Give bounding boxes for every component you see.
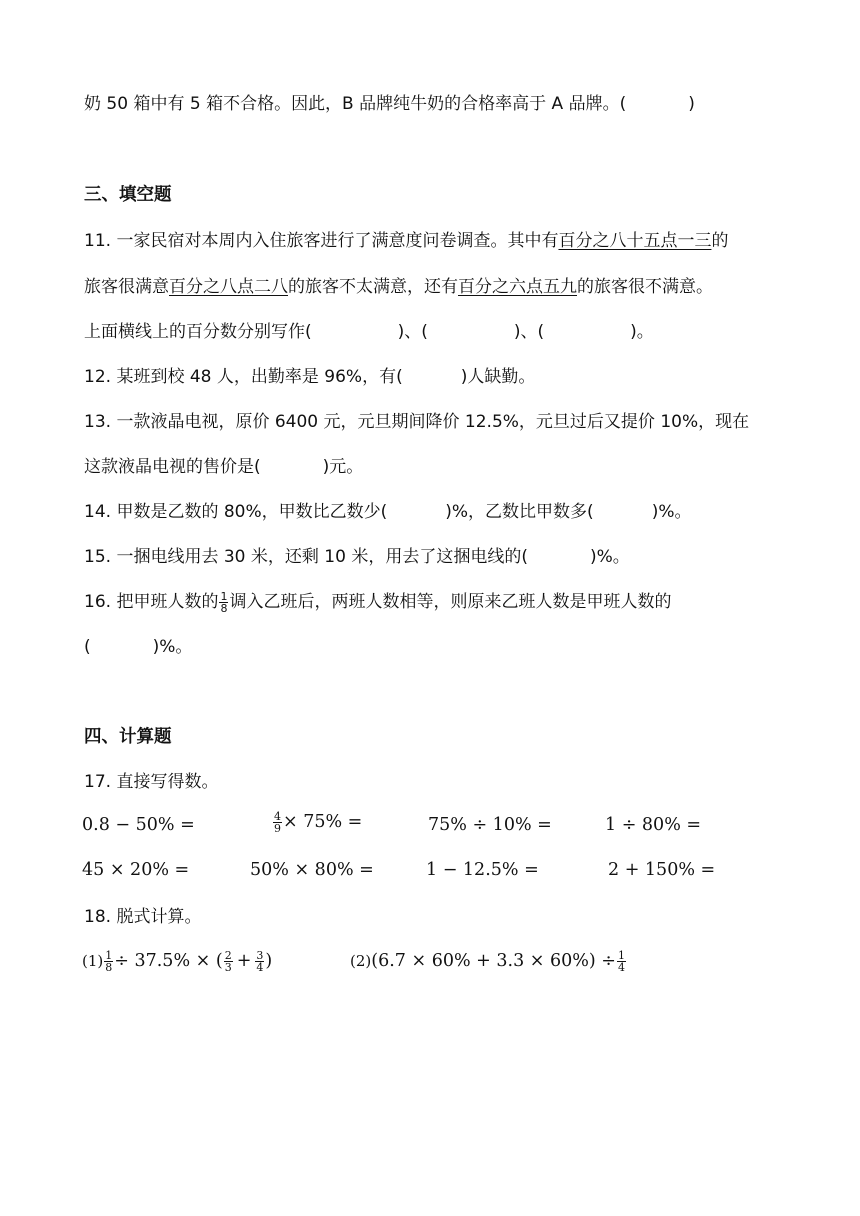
q11-text-f2: )、( xyxy=(397,322,428,342)
q18-fraction-3 xyxy=(255,950,264,973)
q11-text-a: 11. 一家民宿对本周内入住旅客进行了满意度问卷调查。其中有 xyxy=(84,231,559,251)
q10-close: ) xyxy=(688,94,695,114)
fraction-denominator: 9 xyxy=(274,822,281,835)
q18-fraction-4 xyxy=(617,950,626,973)
q18-problem-2 xyxy=(350,950,627,973)
q11-line-3 xyxy=(84,320,654,344)
problem-label: (1) xyxy=(82,952,104,970)
q15-line xyxy=(84,545,630,569)
q17-expr-5: 45 × 20% = xyxy=(82,860,190,880)
q12-text-b: )人缺勤。 xyxy=(460,367,536,387)
q14-text-c: )%。 xyxy=(651,502,692,522)
fraction-denominator: 3 xyxy=(224,961,232,974)
q11-text-f1: 上面横线上的百分数分别写作( xyxy=(84,322,312,342)
q10-text: 奶 50 箱中有 5 箱不合格。因此，B 品牌纯牛奶的合格率高于 A 品牌。( xyxy=(84,94,627,114)
fraction-denominator: 4 xyxy=(617,961,625,974)
q11-underlined-3: 百分之六点五九 xyxy=(458,277,577,297)
q16-text-c: ( xyxy=(84,637,91,657)
q15-text-b: )%。 xyxy=(589,547,630,567)
q13-text-c: )元。 xyxy=(322,457,364,477)
q11-line-2 xyxy=(84,275,713,299)
q18-fraction-2 xyxy=(224,950,233,973)
q16-line-1 xyxy=(84,590,671,614)
q11-text-c: 旅客很满意 xyxy=(84,277,169,297)
q11-text-f4: )。 xyxy=(630,322,654,342)
q16-text-b: 调入乙班后，两班人数相等，则原来乙班人数是甲班人数的 xyxy=(229,592,672,612)
q16-fraction xyxy=(219,591,228,614)
q11-line-1 xyxy=(84,229,728,253)
q15-text-a: 15. 一捆电线用去 30 米，还剩 10 米，用去了这捆电线的( xyxy=(84,547,528,567)
q17-expr-8: 2 + 150% = xyxy=(608,860,716,880)
fraction-denominator: 8 xyxy=(105,961,113,974)
q12-line xyxy=(84,365,535,389)
q11-underlined-1: 百分之八十五点一三 xyxy=(558,231,712,251)
q18-title: 18. 脱式计算。 xyxy=(84,907,202,927)
q17-expr-2 xyxy=(272,811,362,834)
q17-expr-7: 1 − 12.5% = xyxy=(426,860,539,880)
q18-fraction-1 xyxy=(104,950,113,973)
q11-underlined-2: 百分之八点二八 xyxy=(169,277,288,297)
section-3-title: 三、填空题 xyxy=(84,185,172,205)
fraction-numerator: 1 xyxy=(617,949,625,962)
q18-p2-expr: (6.7 × 60% + 3.3 × 60%) ÷ xyxy=(371,951,616,971)
fraction-numerator: 4 xyxy=(274,810,281,823)
q13-line-1: 13. 一款液晶电视，原价 6400 元，元旦期间降价 12.5%，元旦过后又提价 10%，现在 xyxy=(84,412,750,432)
problem-label: (2) xyxy=(350,952,372,970)
q11-text-f3: )、( xyxy=(513,322,545,342)
fraction-numerator: 2 xyxy=(224,949,232,962)
q13-text-b: 这款液晶电视的售价是( xyxy=(84,457,261,477)
q18-p1-plus: + xyxy=(236,951,252,971)
q17-expr-6: 50% × 80% = xyxy=(250,860,374,880)
q16-line-2 xyxy=(84,635,192,659)
q10-line xyxy=(84,92,695,116)
q18-problem-1 xyxy=(82,950,272,973)
fraction-numerator: 1 xyxy=(105,949,113,962)
q16-text-d: )%。 xyxy=(152,637,193,657)
q17-fraction xyxy=(273,811,282,834)
q17-title: 17. 直接写得数。 xyxy=(84,772,219,792)
fraction-denominator: 4 xyxy=(256,961,264,974)
fraction-numerator: 3 xyxy=(256,949,264,962)
q16-text-a: 16. 把甲班人数的 xyxy=(84,592,219,612)
q12-text-a: 12. 某班到校 48 人，出勤率是 96%，有( xyxy=(84,367,403,387)
q18-p1-end: ) xyxy=(265,951,273,971)
section-4-title: 四、计算题 xyxy=(84,727,172,747)
q11-text-e: 的旅客很不满意。 xyxy=(577,277,713,297)
q18-p1-mid: ÷ 37.5% × ( xyxy=(114,951,223,971)
q17-expr-2-rest: × 75% = xyxy=(283,812,363,832)
q14-text-a: 14. 甲数是乙数的 80%，甲数比乙数少( xyxy=(84,502,388,522)
q14-line xyxy=(84,500,691,524)
q17-expr-3: 75% ÷ 10% = xyxy=(428,815,552,835)
q14-text-b: )%，乙数比甲数多( xyxy=(445,502,594,522)
fraction-numerator: 1 xyxy=(220,589,228,603)
q11-text-b: 的 xyxy=(711,231,729,251)
q17-expr-1: 0.8 − 50% = xyxy=(82,815,195,835)
fraction-denominator: 8 xyxy=(220,601,228,615)
q11-text-d: 的旅客不太满意，还有 xyxy=(288,277,458,297)
q13-line-2 xyxy=(84,455,363,479)
q17-expr-4: 1 ÷ 80% = xyxy=(605,815,702,835)
